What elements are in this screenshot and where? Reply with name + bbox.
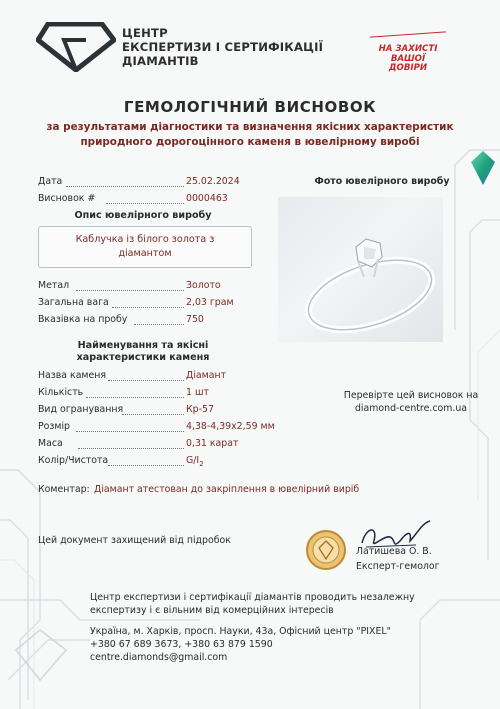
document-title: ГЕМОЛОГІЧНИЙ ВИСНОВОК bbox=[123, 98, 377, 116]
ring-image bbox=[278, 197, 443, 342]
comment-text: Діамант атестован до закріплення в ювелірний виріб bbox=[94, 484, 360, 495]
stone-heading-line-2: характеристики каменя bbox=[76, 352, 210, 363]
conclusion-number-label: Висновок # bbox=[38, 193, 96, 204]
footer-email-link[interactable]: centre.diamonds@gmail.com bbox=[90, 652, 228, 663]
org-name-line-1: ЦЕНТР bbox=[122, 26, 168, 40]
product-row-label: Вказівка на пробу bbox=[38, 314, 128, 325]
product-row-value: Золото bbox=[186, 280, 221, 291]
stamp-protection bbox=[370, 34, 446, 73]
stone-row-leader bbox=[108, 465, 184, 466]
product-description-line-2: діамантом bbox=[118, 248, 172, 259]
stone-row-value: 1 шт bbox=[186, 387, 209, 398]
org-name-line-2: ЕКСПЕРТИЗИ І СЕРТИФІКАЦІЇ bbox=[122, 40, 324, 54]
product-row-value: 750 bbox=[186, 314, 204, 325]
product-row-value: 2,03 грам bbox=[186, 297, 234, 308]
stone-row-leader bbox=[78, 448, 184, 449]
stamp-line-3: ДОВІРИ bbox=[388, 63, 428, 73]
stone-row-leader bbox=[108, 380, 184, 381]
stone-row-value: 4,38-4,39х2,59 мм bbox=[186, 421, 275, 432]
product-description-box bbox=[38, 226, 252, 268]
organization-name bbox=[122, 26, 323, 68]
product-description-heading: Опис ювелірного виробу bbox=[74, 210, 212, 221]
stone-row-label: Розмір bbox=[38, 421, 71, 432]
stone-row-label: Маса bbox=[38, 438, 63, 449]
footer-phones: +380 67 689 3673, +380 63 879 1590 bbox=[90, 639, 273, 650]
stamp-line-2: ВАШОЇ bbox=[390, 54, 426, 64]
stone-row-label: Назва каменя bbox=[38, 370, 107, 381]
stone-row-leader bbox=[122, 414, 184, 415]
product-row-leader bbox=[134, 324, 184, 325]
org-name-line-3: ДІАМАНТІВ bbox=[122, 54, 199, 68]
stone-row-leader bbox=[86, 397, 184, 398]
hologram-icon bbox=[470, 150, 496, 186]
stone-row-leader bbox=[76, 431, 184, 432]
product-description-line-1: Каблучка із білого золота з bbox=[75, 234, 215, 245]
stone-row-label: Колір/Чистота bbox=[38, 455, 109, 466]
expert-name: Латишева О. В. bbox=[356, 546, 432, 557]
date-label: Дата bbox=[38, 176, 63, 187]
footer-statement-line-1: Центр експертизи і сертифікації діамантів проводить незалежну bbox=[90, 592, 415, 603]
product-row-leader bbox=[112, 307, 184, 308]
product-row-label: Метал bbox=[38, 280, 70, 291]
diamond-outline-logo bbox=[36, 22, 116, 72]
product-row-label: Загальна вага bbox=[38, 297, 109, 308]
product-row-leader bbox=[76, 290, 184, 291]
verify-text: Перевірте цей висновок на bbox=[343, 390, 479, 401]
stone-row-label: Кількість bbox=[38, 387, 84, 398]
date-value: 25.02.2024 bbox=[186, 176, 240, 187]
stone-row-label: Вид огранування bbox=[38, 404, 124, 415]
protected-document-text: Цей документ захищений від підробок bbox=[38, 535, 231, 546]
conclusion-number-leader bbox=[106, 203, 184, 204]
footer-statement-line-2: експертизу і є вільним від комерційних інтересів bbox=[90, 605, 334, 616]
subtitle-line-2: природного дорогоцінного каменя в ювелірному виробі bbox=[80, 136, 420, 148]
stone-row-value: Діамант bbox=[186, 370, 227, 381]
photo-label: Фото ювелірного виробу bbox=[314, 176, 450, 187]
stone-row-value: 0,31 карат bbox=[186, 438, 239, 449]
comment-label: Коментар: bbox=[38, 484, 90, 495]
verify-url-link[interactable]: diamond-centre.com.ua bbox=[354, 403, 468, 414]
stamp-line-1: НА ЗАХИСТІ bbox=[378, 44, 438, 54]
conclusion-number-value: 0000463 bbox=[186, 193, 228, 204]
footer-address: Україна, м. Харків, просп. Науки, 43а, Офісний центр "PIXEL" bbox=[90, 626, 391, 637]
stone-heading-line-1: Найменування та якісні bbox=[77, 340, 209, 351]
date-leader bbox=[66, 186, 184, 187]
stone-row-value: Кр-57 bbox=[186, 404, 214, 415]
subtitle-line-1: за результатами діагностики та визначення якісних характеристик bbox=[46, 121, 454, 133]
product-photo bbox=[278, 197, 443, 342]
stone-row-value: $G/I_2$ bbox=[186, 455, 204, 468]
expert-role: Експерт-гемолог bbox=[356, 561, 440, 572]
gold-seal-icon bbox=[305, 529, 347, 571]
